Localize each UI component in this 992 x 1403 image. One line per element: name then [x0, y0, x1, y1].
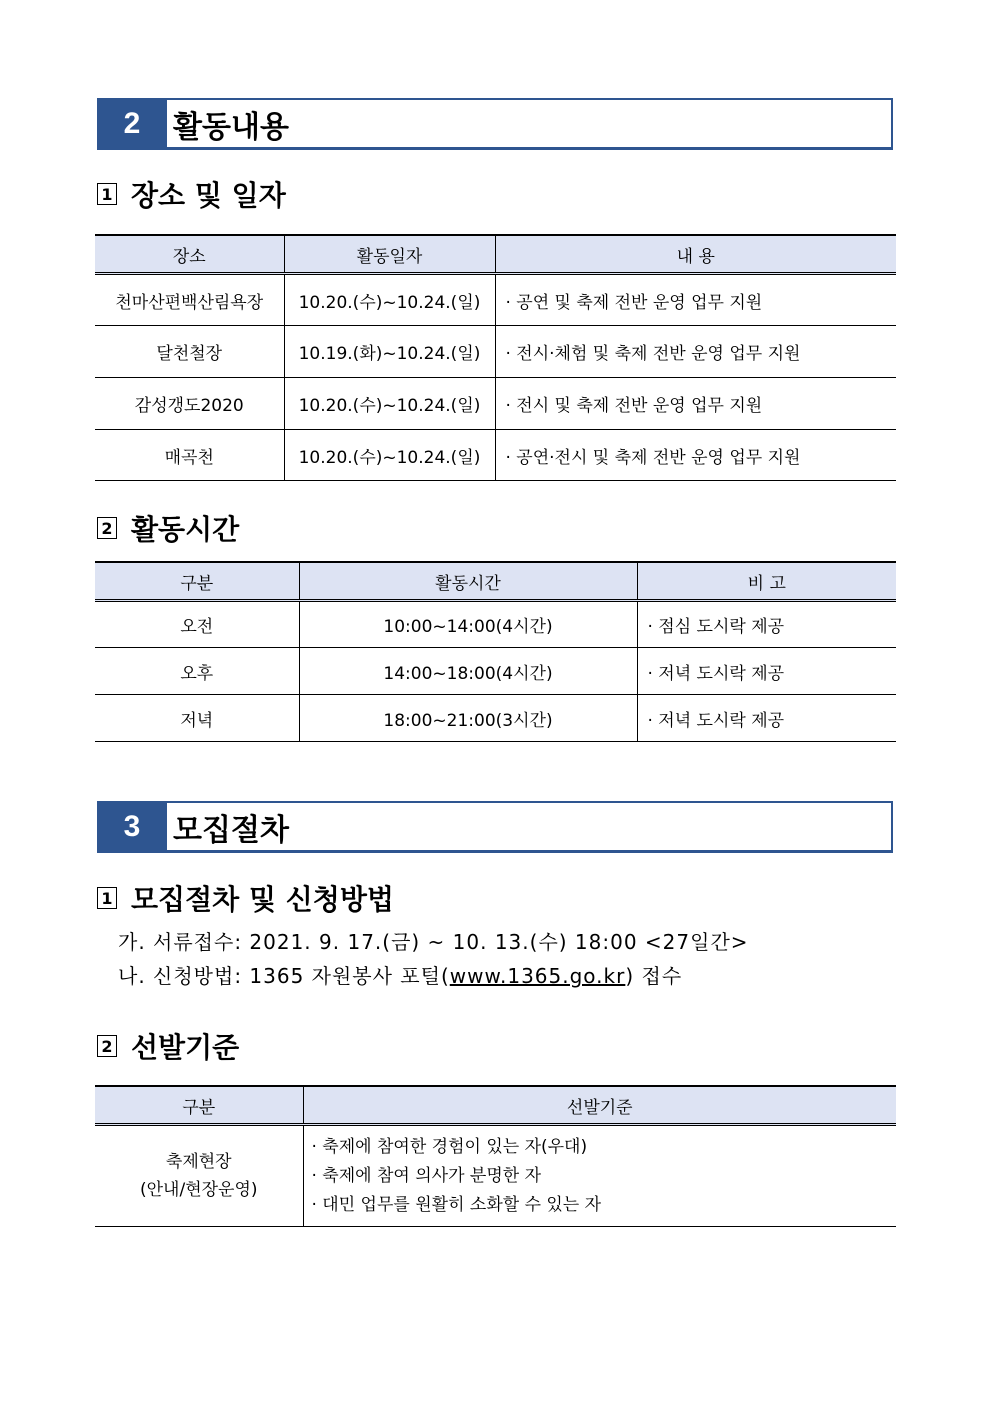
section-2-number: 2 — [97, 98, 167, 150]
time-cell: 14:00~18:00(4시간) — [299, 648, 637, 695]
note-cell: · 저녁 도시락 제공 — [637, 648, 896, 695]
category-name: 축제현장 — [165, 1152, 232, 1172]
table-header-row — [95, 235, 896, 274]
table-header-row — [95, 562, 896, 601]
table-row — [95, 430, 896, 481]
place-cell: 달천철장 — [95, 326, 284, 378]
criteria-item: · 축제에 참여한 경험이 있는 자(우대) — [311, 1136, 588, 1157]
subsection-procedure — [97, 878, 394, 918]
subsection-number: 1 — [97, 887, 117, 909]
subsection-title: 활동시간 — [131, 513, 240, 546]
criteria-item: · 대민 업무를 원활히 소화할 수 있는 자 — [311, 1194, 602, 1215]
time-cell: 10:00~14:00(4시간) — [299, 601, 637, 648]
table-row — [95, 601, 896, 648]
date-cell: 10.20.(수)~10.24.(일) — [284, 430, 495, 481]
subsection-title: 장소 및 일자 — [131, 179, 286, 212]
table-row — [95, 326, 896, 378]
application-method-line — [118, 960, 682, 989]
date-cell: 10.20.(수)~10.24.(일) — [284, 378, 495, 430]
place-date-table — [95, 234, 896, 481]
period-cell: 오후 — [95, 648, 299, 695]
method-suffix: ) 접수 — [625, 964, 683, 988]
period-cell: 저녁 — [95, 695, 299, 742]
subsection-place-date — [97, 174, 286, 214]
application-period-line: 가. 서류접수: 2021. 9. 17.(금) ~ 10. 13.(수) 18:00 <27일간> — [118, 930, 749, 954]
subsection-selection — [97, 1026, 239, 1066]
date-cell: 10.20.(수)~10.24.(일) — [284, 274, 495, 326]
subsection-number: 2 — [97, 517, 117, 539]
column-header: 구분 — [95, 1086, 303, 1125]
section-2-title: 활동내용 — [167, 98, 893, 150]
table-row — [95, 378, 896, 430]
content-cell: · 전시·체험 및 축제 전반 운영 업무 지원 — [495, 326, 896, 378]
selection-table — [95, 1085, 896, 1227]
subsection-title: 선발기준 — [131, 1031, 240, 1064]
column-header: 활동시간 — [299, 562, 637, 601]
column-header: 선발기준 — [303, 1086, 896, 1125]
column-header: 활동일자 — [284, 235, 495, 274]
table-row — [95, 695, 896, 742]
activity-time-table — [95, 561, 896, 742]
note-cell: · 저녁 도시락 제공 — [637, 695, 896, 742]
date-cell: 10.19.(화)~10.24.(일) — [284, 326, 495, 378]
content-cell: · 공연·전시 및 축제 전반 운영 업무 지원 — [495, 430, 896, 481]
category-detail: (안내/현장운영) — [139, 1180, 258, 1200]
table-row — [95, 274, 896, 326]
subsection-number: 2 — [97, 1035, 117, 1057]
subsection-number: 1 — [97, 183, 117, 205]
section-2-header — [97, 98, 893, 150]
section-3-header — [97, 801, 893, 853]
section-3-title: 모집절차 — [167, 801, 893, 853]
place-cell: 매곡천 — [95, 430, 284, 481]
criteria-item: · 축제에 참여 의사가 분명한 자 — [311, 1165, 541, 1186]
content-cell: · 전시 및 축제 전반 운영 업무 지원 — [495, 378, 896, 430]
column-header: 구분 — [95, 562, 299, 601]
table-row — [95, 1125, 896, 1227]
subsection-activity-time — [97, 508, 239, 548]
column-header: 비 고 — [637, 562, 896, 601]
period-cell: 오전 — [95, 601, 299, 648]
column-header: 장소 — [95, 235, 284, 274]
portal-link[interactable]: www.1365.go.kr — [449, 964, 626, 988]
column-header: 내 용 — [495, 235, 896, 274]
note-cell: · 점심 도시락 제공 — [637, 601, 896, 648]
criteria-cell — [303, 1125, 896, 1227]
section-3-number: 3 — [97, 801, 167, 853]
category-cell — [95, 1125, 303, 1227]
time-cell: 18:00~21:00(3시간) — [299, 695, 637, 742]
method-prefix: 나. 신청방법: 1365 자원봉사 포털( — [118, 964, 450, 988]
place-cell: 천마산편백산림욕장 — [95, 274, 284, 326]
table-row — [95, 648, 896, 695]
subsection-title: 모집절차 및 신청방법 — [131, 883, 394, 916]
table-header-row — [95, 1086, 896, 1125]
content-cell: · 공연 및 축제 전반 운영 업무 지원 — [495, 274, 896, 326]
place-cell: 감성갱도2020 — [95, 378, 284, 430]
